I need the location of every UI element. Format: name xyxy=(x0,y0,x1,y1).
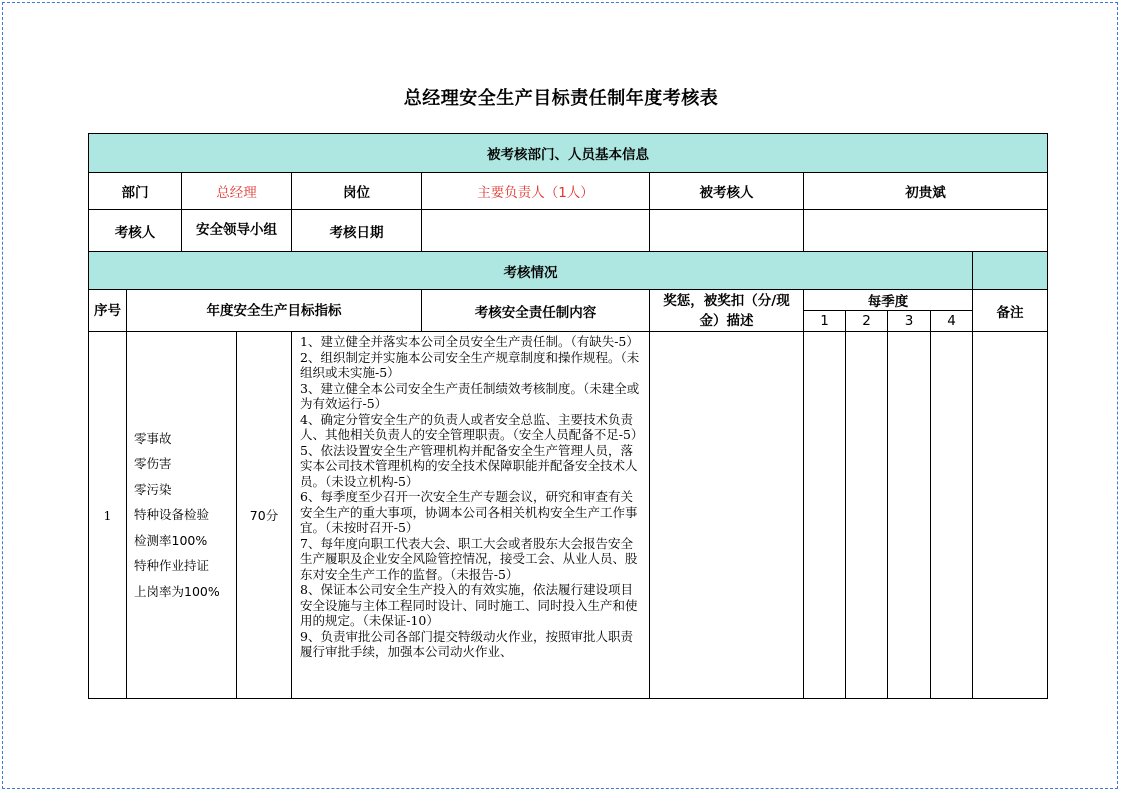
content-item: 6、每季度至少召开一次安全生产专题会议，研究和审查有关安全生产的重大事项，协调本公司各相关机构安全生产工作事宜。（未按时召开-5） xyxy=(300,489,638,535)
goal-line: 零伤害 xyxy=(134,456,172,472)
row-remark xyxy=(973,332,1048,699)
row-seq: 1 xyxy=(89,332,127,699)
section-assessment: 考核情况 xyxy=(89,252,973,290)
section-basic-info: 被考核部门、人员基本信息 xyxy=(89,134,1048,173)
row-q3 xyxy=(888,332,931,699)
dept-value: 总经理 xyxy=(182,173,292,210)
post-label: 岗位 xyxy=(292,173,422,210)
col-quarter: 每季度 xyxy=(804,290,973,311)
content-wrap xyxy=(300,334,645,698)
content-item: 1、建立健全并落实本公司全员安全生产责任制。（有缺失-5） xyxy=(300,334,639,349)
content-item: 8、保证本公司安全生产投入的有效实施，依法履行建设项目安全设施与主体工程同时设计、同时施工、同时投入生产和使用的规定。（未保证-10） xyxy=(300,582,638,628)
goal-line: 上岗率为100% xyxy=(134,583,220,599)
row-reward xyxy=(650,332,804,699)
row-content xyxy=(292,332,650,699)
dept-label: 部门 xyxy=(89,173,182,210)
goal-line: 零污染 xyxy=(134,481,172,497)
empty-cell xyxy=(804,210,1048,252)
col-goal: 年度安全生产目标指标 xyxy=(127,290,422,332)
post-value: 主要负责人（1人） xyxy=(422,173,650,210)
goal-line: 检测率100% xyxy=(134,532,208,548)
content-item: 5、依法设置安全生产管理机构并配备安全生产管理人员，落实本公司技术管理机构的安全技术保障职能并配备安全技术人员。（未设立机构-5） xyxy=(300,442,638,489)
col-content: 考核安全责任制内容 xyxy=(422,290,650,332)
goal-line: 特种作业持证 xyxy=(134,558,210,574)
content-item: 9、负责审批公司各部门提交特级动火作业，按照审批人职责履行审批手续，加强本公司动火作业、 xyxy=(300,628,633,659)
empty-cell xyxy=(650,210,804,252)
goal-line: 特种设备检验 xyxy=(134,507,210,523)
page-title: 总经理安全生产目标责任制年度考核表 xyxy=(403,88,719,109)
row-q4 xyxy=(931,332,973,699)
assessor-value: 安全领导小组 xyxy=(182,210,292,252)
date-value xyxy=(422,210,650,252)
col-q2: 2 xyxy=(846,311,888,332)
date-label: 考核日期 xyxy=(292,210,422,252)
content-item: 7、每年度向职工代表大会、职工大会或者股东大会报告安全生产履职及企业安全风险管控情况，接受工会、从业人员、股东对安全生产工作的监督。（未报告-5） xyxy=(300,535,638,582)
assessor-label: 考核人 xyxy=(89,210,182,252)
row-q1 xyxy=(804,332,846,699)
content-item: 2、组织制定并实施本公司安全生产规章制度和操作规程。（未组织或未实施-5） xyxy=(300,349,640,380)
content-item: 4、确定分管安全生产的负责人或者安全总监、主要技术负责人、其他相关负责人的安全管理职责。（安全人员配备不足-5） xyxy=(300,411,644,442)
col-remark: 备注 xyxy=(973,290,1048,332)
row-goals xyxy=(127,332,237,699)
col-reward: 奖惩，被奖扣（分/现金）描述 xyxy=(650,290,804,332)
col-q1: 1 xyxy=(804,311,846,332)
content-item: 3、建立健全本公司安全生产责任制绩效考核制度。（未建全或为有效运行-5） xyxy=(300,380,640,411)
assessment-table xyxy=(88,133,1048,699)
col-q3: 3 xyxy=(888,311,931,332)
row-score: 70分 xyxy=(237,332,292,699)
col-seq: 序号 xyxy=(89,290,127,332)
col-q4: 4 xyxy=(931,311,973,332)
goal-line: 零事故 xyxy=(134,430,172,446)
section-assessment-extra xyxy=(973,252,1048,290)
table-row xyxy=(89,332,1048,699)
row-q2 xyxy=(846,332,888,699)
assessee-label: 被考核人 xyxy=(650,173,804,210)
assessee-value: 初贵斌 xyxy=(804,173,1048,210)
